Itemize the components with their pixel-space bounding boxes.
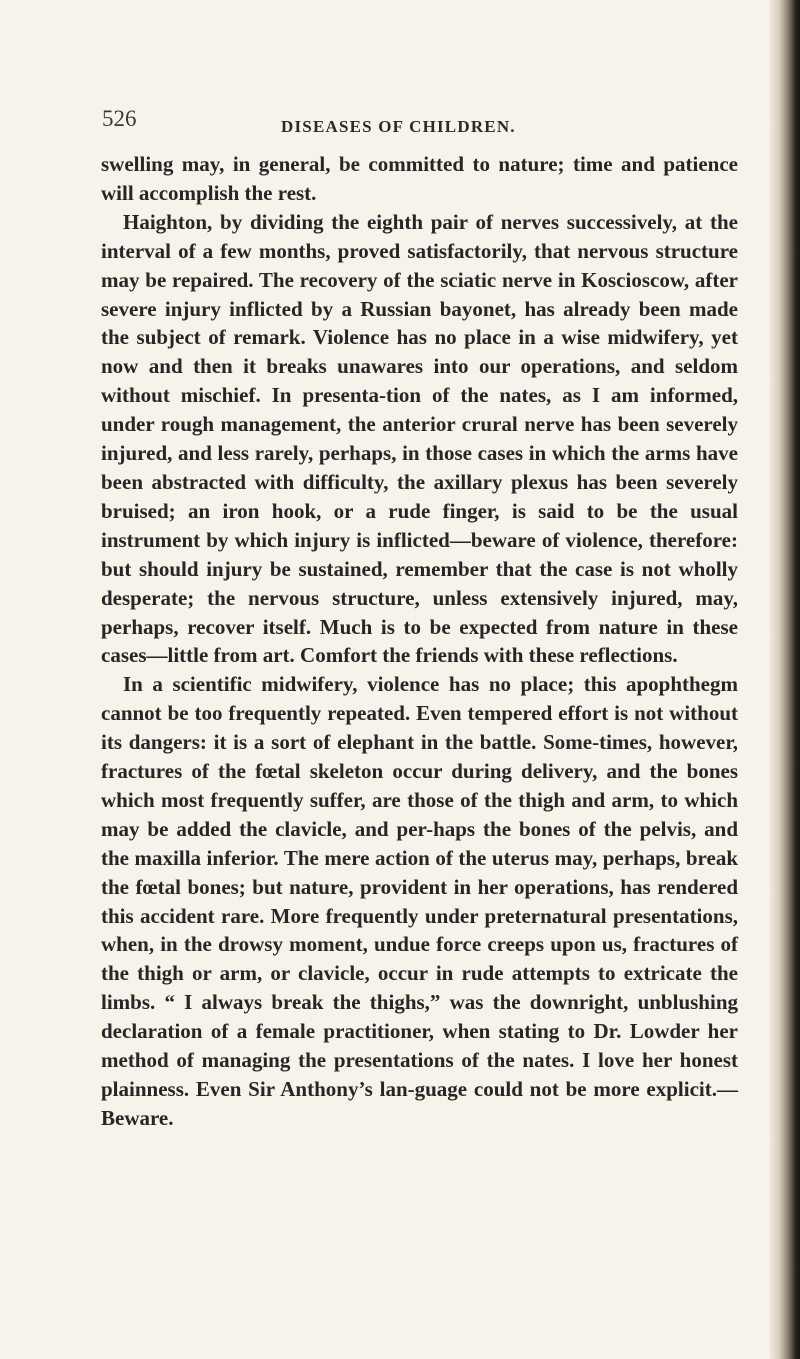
page-number: 526: [102, 106, 137, 131]
page-edge-shadow: [770, 0, 800, 1359]
body-text: [101, 150, 738, 1133]
paragraph-continuation: swelling may, in general, be committed to nature; time and patience will accomplish the rest.: [101, 152, 738, 205]
page-header: [102, 100, 742, 140]
paragraph-haighton: Haighton, by dividing the eighth pair of nerves successively, at the interval of a few months, proved satisfactorily, that nervous structure may be repaired. The recovery of the sciatic nerve in Koscioscow, after severe injury inflicted by a Russian bayonet, has already been made the subject of remark. Violence has no place in a wise midwifery, yet now and then it breaks unawares into our operations, and seldom without mischief. In presenta-tion of the nates, as I am informed, under rough management, the anterior crural nerve has been severely injured, and less rarely, perhaps, in those cases in which the arms have been abstracted with difficulty, the axillary plexus has been severely bruised; an iron hook, or a rude finger, is said to be the usual instrument by which injury is inflicted—beware of violence, therefore: but should injury be sustained, remember that the case is not wholly desperate; the nervous structure, unless extensively injured, may, perhaps, recover itself. Much is to be expected from nature in these cases—little from art. Comfort the friends with these reflections.: [101, 209, 738, 668]
running-head: DISEASES OF CHILDREN.: [281, 117, 516, 136]
paragraph-scientific-midwifery: In a scientific midwifery, violence has no place; this apophthegm cannot be too frequently repeated. Even tempered effort is not without its dangers: it is a sort of elephant in the battle. Some-times, however, fractures of the fœtal skeleton occur during delivery, and the bones which most frequently suffer, are those of the thigh and arm, to which may be added the clavicle, and per-haps the bones of the pelvis, and the maxilla inferior. The mere action of the uterus may, perhaps, break the fœtal bones; but nature, provident in her operations, has rendered this accident rare. More frequently under preternatural presentations, when, in the drowsy moment, undue force creeps upon us, fractures of the thigh or arm, or clavicle, occur in rude attempts to extricate the limbs. “ I always break the thighs,” was the downright, unblushing declaration of a female practitioner, when stating to Dr. Lowder her method of managing the presentations of the nates. I love her honest plainness. Even Sir Anthony’s lan-guage could not be more explicit.—Beware.: [101, 672, 738, 1130]
